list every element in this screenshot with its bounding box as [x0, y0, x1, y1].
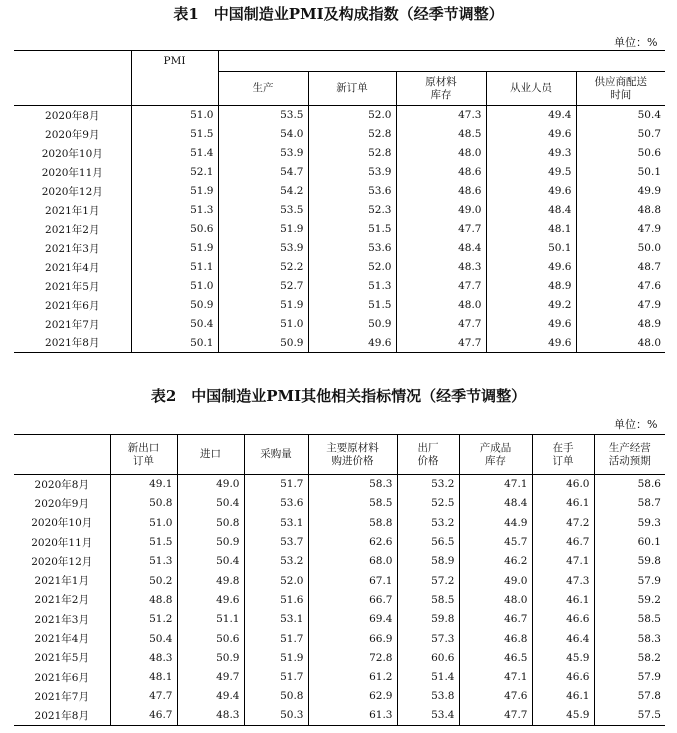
table2-month-cell: 2020年10月	[31, 517, 93, 530]
table1-value-cell: 47.9	[576, 296, 665, 315]
table1-value-cell: 52.2	[218, 258, 308, 277]
table2-value-cell: 66.9	[308, 629, 397, 648]
table2-row	[14, 532, 665, 551]
table1-header-5: 供应商配送 时间	[576, 72, 665, 106]
table2-value-cell: 49.0	[459, 571, 532, 590]
table1-month-cell: 2020年9月	[45, 128, 100, 141]
table2-value-cell: 59.2	[594, 590, 665, 609]
table2-corner-cell	[14, 435, 110, 475]
table2-value-cell: 48.0	[459, 590, 532, 609]
table1-value-cell: 47.6	[576, 277, 665, 296]
table1-value-cell: 49.9	[576, 182, 665, 201]
table2-value-cell: 49.8	[177, 571, 244, 590]
table2-value-cell: 62.9	[308, 687, 397, 706]
table2-value-cell: 51.4	[397, 667, 459, 686]
table2-value-cell: 61.2	[308, 667, 397, 686]
table1-value-cell: 47.7	[396, 220, 486, 239]
table1-value-cell: 47.7	[396, 334, 486, 353]
table2-value-cell: 46.1	[532, 494, 594, 513]
table2-month-cell: 2020年9月	[34, 497, 89, 510]
table1-value-cell: 51.0	[218, 315, 308, 334]
table2-value-cell: 51.6	[244, 590, 308, 609]
table2-month-cell: 2021年8月	[34, 709, 89, 722]
table2-value-cell: 50.4	[177, 494, 244, 513]
table2-value-cell: 46.6	[532, 610, 594, 629]
table1-month-cell: 2021年3月	[45, 242, 100, 255]
table1-header-4: 从业人员	[486, 72, 576, 106]
table2-month-cell: 2021年5月	[34, 652, 89, 665]
table2-value-cell: 46.0	[532, 475, 594, 494]
table1-value-cell: 49.4	[486, 106, 576, 125]
table2-month-cell: 2021年7月	[34, 690, 89, 703]
table1-value-cell: 54.0	[218, 125, 308, 144]
table2-value-cell: 58.8	[308, 513, 397, 532]
table2-value-cell: 59.8	[594, 552, 665, 571]
table2-row	[14, 513, 665, 532]
table1-value-cell: 49.3	[486, 144, 576, 163]
table1-value-cell: 53.5	[218, 106, 308, 125]
table2-value-cell: 50.4	[110, 629, 177, 648]
table2-value-cell: 45.9	[532, 648, 594, 667]
table2-value-cell: 47.1	[459, 475, 532, 494]
table2-value-cell: 58.2	[594, 648, 665, 667]
table2-value-cell: 47.6	[459, 687, 532, 706]
table2-value-cell: 60.6	[397, 648, 459, 667]
table2-value-cell: 51.7	[244, 475, 308, 494]
table1-value-cell: 51.9	[131, 182, 218, 201]
table2-month-cell: 2021年4月	[34, 633, 89, 646]
table1-value-cell: 48.7	[576, 258, 665, 277]
table1-value-cell: 50.6	[576, 144, 665, 163]
table1-value-cell: 50.4	[576, 106, 665, 125]
table1-month-cell: 2021年8月	[45, 337, 100, 350]
table1-row	[14, 163, 665, 182]
table1-value-cell: 52.0	[308, 106, 396, 125]
table1-header-1: 生产	[218, 72, 308, 106]
table2-header-3: 采购量	[244, 435, 308, 475]
table2-value-cell: 50.8	[244, 687, 308, 706]
table2-value-cell: 58.7	[594, 494, 665, 513]
table1-value-cell: 50.9	[308, 315, 396, 334]
table1-header-pmi: PMI	[131, 51, 218, 106]
table1-value-cell: 53.5	[218, 201, 308, 220]
table2-value-cell: 58.5	[594, 610, 665, 629]
table1-header-group	[218, 51, 665, 72]
table2-value-cell: 51.2	[110, 610, 177, 629]
table1-value-cell: 51.5	[131, 125, 218, 144]
table2-value-cell: 47.1	[459, 667, 532, 686]
table1-value-cell: 52.7	[218, 277, 308, 296]
table1-month-cell: 2020年12月	[41, 185, 103, 198]
table2-value-cell: 57.5	[594, 706, 665, 725]
table1-value-cell: 48.8	[576, 201, 665, 220]
table1-value-cell: 50.1	[131, 334, 218, 353]
table2-value-cell: 49.6	[177, 590, 244, 609]
table2-value-cell: 57.9	[594, 667, 665, 686]
table2-value-cell: 46.2	[459, 552, 532, 571]
table2-value-cell: 50.9	[177, 648, 244, 667]
table2-value-cell: 52.5	[397, 494, 459, 513]
table1-value-cell: 53.6	[308, 182, 396, 201]
table1-value-cell: 51.9	[218, 220, 308, 239]
table2-value-cell: 46.1	[532, 687, 594, 706]
table2-value-cell: 50.6	[177, 629, 244, 648]
table2-value-cell: 51.3	[110, 552, 177, 571]
table2-month-cell: 2021年3月	[34, 613, 89, 626]
table1-month-cell: 2020年11月	[41, 166, 103, 179]
table2-value-cell: 50.9	[177, 532, 244, 551]
table1-value-cell: 49.6	[486, 258, 576, 277]
table2-value-cell: 53.4	[397, 706, 459, 725]
table1-value-cell: 53.9	[218, 239, 308, 258]
table1-value-cell: 51.1	[131, 258, 218, 277]
table1-value-cell: 48.6	[396, 163, 486, 182]
table1-value-cell: 53.6	[308, 239, 396, 258]
table2-value-cell: 62.6	[308, 532, 397, 551]
table2-value-cell: 50.8	[177, 513, 244, 532]
table1-value-cell: 48.5	[396, 125, 486, 144]
table1-row	[14, 334, 665, 353]
table1-corner-cell	[14, 51, 131, 106]
table1-value-cell: 53.9	[308, 163, 396, 182]
table2-value-cell: 46.7	[110, 706, 177, 725]
table1-month-cell: 2021年7月	[45, 318, 100, 331]
table2-value-cell: 59.8	[397, 610, 459, 629]
table2-value-cell: 49.4	[177, 687, 244, 706]
table2-value-cell: 61.3	[308, 706, 397, 725]
table1-value-cell: 50.9	[218, 334, 308, 353]
table2-value-cell: 53.2	[397, 475, 459, 494]
table1-value-cell: 51.9	[218, 296, 308, 315]
table2-value-cell: 53.8	[397, 687, 459, 706]
table1-value-cell: 48.4	[486, 201, 576, 220]
table1-value-cell: 48.3	[396, 258, 486, 277]
table2-row	[14, 687, 665, 706]
table2-value-cell: 49.1	[110, 475, 177, 494]
table1-value-cell: 54.7	[218, 163, 308, 182]
table2-value-cell: 51.0	[110, 513, 177, 532]
table2-value-cell: 48.4	[459, 494, 532, 513]
table2-value-cell: 46.6	[532, 667, 594, 686]
table1-header-3: 原材料 库存	[396, 72, 486, 106]
table1-value-cell: 48.0	[576, 334, 665, 353]
table2-value-cell: 51.7	[244, 629, 308, 648]
table2-value-cell: 51.9	[244, 648, 308, 667]
table2-value-cell: 50.4	[177, 552, 244, 571]
table2-header-8: 生产经营 活动预期	[594, 435, 665, 475]
table2-value-cell: 58.6	[594, 475, 665, 494]
table2-value-cell: 57.2	[397, 571, 459, 590]
table2-value-cell: 47.3	[532, 571, 594, 590]
table2-value-cell: 72.8	[308, 648, 397, 667]
table1-value-cell: 48.9	[486, 277, 576, 296]
table2-row	[14, 475, 665, 494]
table2-value-cell: 53.6	[244, 494, 308, 513]
table2-value-cell: 50.2	[110, 571, 177, 590]
table1-row	[14, 125, 665, 144]
table1-value-cell: 54.2	[218, 182, 308, 201]
table1-value-cell: 50.1	[486, 239, 576, 258]
table2-value-cell: 45.7	[459, 532, 532, 551]
table1-value-cell: 48.1	[486, 220, 576, 239]
table1-value-cell: 49.2	[486, 296, 576, 315]
table1-row	[14, 315, 665, 334]
table1-value-cell: 51.0	[131, 106, 218, 125]
table1-value-cell: 49.6	[486, 334, 576, 353]
table2-month-cell: 2020年12月	[31, 555, 93, 568]
table2	[14, 434, 665, 726]
table2-value-cell: 57.9	[594, 571, 665, 590]
table2-value-cell: 51.1	[177, 610, 244, 629]
table2-value-cell: 58.5	[308, 494, 397, 513]
table2-value-cell: 48.3	[110, 648, 177, 667]
table1-row	[14, 258, 665, 277]
table1-row	[14, 277, 665, 296]
table1-value-cell: 51.5	[308, 220, 396, 239]
table2-value-cell: 46.7	[459, 610, 532, 629]
table2-row	[14, 610, 665, 629]
table1-value-cell: 49.6	[486, 182, 576, 201]
table1	[14, 50, 665, 353]
table2-value-cell: 52.0	[244, 571, 308, 590]
table1-value-cell: 51.3	[131, 201, 218, 220]
table2-value-cell: 57.3	[397, 629, 459, 648]
table1-value-cell: 49.0	[396, 201, 486, 220]
table2-value-cell: 69.4	[308, 610, 397, 629]
table1-value-cell: 49.6	[308, 334, 396, 353]
table2-value-cell: 48.3	[177, 706, 244, 725]
table2-value-cell: 47.7	[110, 687, 177, 706]
table2-month-cell: 2021年2月	[34, 594, 89, 607]
table1-value-cell: 50.9	[131, 296, 218, 315]
table2-unit: 单位：%	[614, 418, 658, 431]
table1-month-cell: 2021年2月	[45, 223, 100, 236]
table2-value-cell: 44.9	[459, 513, 532, 532]
table1-month-cell: 2021年6月	[45, 299, 100, 312]
table2-header-1: 新出口 订单	[110, 435, 177, 475]
table2-value-cell: 58.9	[397, 552, 459, 571]
table1-title: 表1 中国制造业PMI及构成指数（经季节调整）	[173, 5, 504, 23]
table2-value-cell: 53.7	[244, 532, 308, 551]
table2-value-cell: 53.1	[244, 513, 308, 532]
table1-value-cell: 49.6	[486, 125, 576, 144]
table1-value-cell: 49.6	[486, 315, 576, 334]
table1-value-cell: 47.7	[396, 315, 486, 334]
table1-value-cell: 47.3	[396, 106, 486, 125]
table2-value-cell: 46.7	[532, 532, 594, 551]
table2-value-cell: 46.5	[459, 648, 532, 667]
table2-value-cell: 53.2	[397, 513, 459, 532]
table2-month-cell: 2020年11月	[31, 536, 93, 549]
table2-row	[14, 571, 665, 590]
table2-value-cell: 58.3	[308, 475, 397, 494]
table2-value-cell: 45.9	[532, 706, 594, 725]
table1-value-cell: 51.5	[308, 296, 396, 315]
table1-value-cell: 48.0	[396, 144, 486, 163]
table2-value-cell: 68.0	[308, 552, 397, 571]
table1-value-cell: 48.6	[396, 182, 486, 201]
table2-value-cell: 59.3	[594, 513, 665, 532]
table2-header-7: 在手 订单	[532, 435, 594, 475]
table2-value-cell: 46.1	[532, 590, 594, 609]
table2-title: 表2 中国制造业PMI其他相关指标情况（经季节调整）	[150, 387, 527, 405]
table1-value-cell: 50.6	[131, 220, 218, 239]
table2-header-5: 出厂 价格	[397, 435, 459, 475]
table1-row	[14, 201, 665, 220]
table2-value-cell: 48.8	[110, 590, 177, 609]
table2-value-cell: 49.7	[177, 667, 244, 686]
table1-value-cell: 51.9	[131, 239, 218, 258]
table2-header-6: 产成品 库存	[459, 435, 532, 475]
table1-month-cell: 2021年1月	[45, 204, 100, 217]
table1-month-cell: 2020年10月	[41, 147, 103, 160]
table2-value-cell: 57.8	[594, 687, 665, 706]
table2-value-cell: 49.0	[177, 475, 244, 494]
table2-value-cell: 48.1	[110, 667, 177, 686]
table2-value-cell: 50.8	[110, 494, 177, 513]
table2-value-cell: 51.5	[110, 532, 177, 551]
table2-value-cell: 60.1	[594, 532, 665, 551]
table1-value-cell: 53.9	[218, 144, 308, 163]
table2-value-cell: 56.5	[397, 532, 459, 551]
table1-value-cell: 49.5	[486, 163, 576, 182]
table1-value-cell: 51.3	[308, 277, 396, 296]
table1-row	[14, 220, 665, 239]
table1-row	[14, 144, 665, 163]
table2-value-cell: 58.5	[397, 590, 459, 609]
table2-header-4: 主要原材料 购进价格	[308, 435, 397, 475]
table2-value-cell: 67.1	[308, 571, 397, 590]
table2-row	[14, 667, 665, 686]
table1-month-cell: 2021年4月	[45, 261, 100, 274]
table1-value-cell: 50.4	[131, 315, 218, 334]
table1-row	[14, 182, 665, 201]
table2-header-2: 进口	[177, 435, 244, 475]
table2-month-cell: 2021年1月	[34, 575, 89, 588]
table1-month-cell: 2021年5月	[45, 280, 100, 293]
table2-row	[14, 590, 665, 609]
table2-value-cell: 50.3	[244, 706, 308, 725]
table2-row	[14, 494, 665, 513]
table1-value-cell: 48.4	[396, 239, 486, 258]
table1-value-cell: 51.0	[131, 277, 218, 296]
table1-value-cell: 52.0	[308, 258, 396, 277]
table2-value-cell: 51.7	[244, 667, 308, 686]
table2-value-cell: 46.8	[459, 629, 532, 648]
table2-value-cell: 53.2	[244, 552, 308, 571]
table2-value-cell: 66.7	[308, 590, 397, 609]
table1-month-cell: 2020年8月	[45, 109, 100, 122]
table1-value-cell: 50.7	[576, 125, 665, 144]
table1-value-cell: 52.1	[131, 163, 218, 182]
table2-row	[14, 706, 665, 725]
table2-value-cell: 46.4	[532, 629, 594, 648]
table2-month-cell: 2021年6月	[34, 671, 89, 684]
table2-value-cell: 58.3	[594, 629, 665, 648]
table1-unit: 单位：%	[614, 36, 658, 49]
table2-value-cell: 47.7	[459, 706, 532, 725]
table1-value-cell: 50.0	[576, 239, 665, 258]
table2-row	[14, 552, 665, 571]
table1-row	[14, 296, 665, 315]
table2-row	[14, 648, 665, 667]
table1-value-cell: 52.8	[308, 125, 396, 144]
table1-value-cell: 47.9	[576, 220, 665, 239]
table1-value-cell: 47.7	[396, 277, 486, 296]
table2-value-cell: 47.2	[532, 513, 594, 532]
table1-value-cell: 52.8	[308, 144, 396, 163]
table1-value-cell: 51.4	[131, 144, 218, 163]
table2-month-cell: 2020年8月	[34, 478, 89, 491]
table1-row	[14, 106, 665, 125]
table1-row	[14, 239, 665, 258]
table2-row	[14, 629, 665, 648]
table2-value-cell: 53.1	[244, 610, 308, 629]
table1-value-cell: 48.0	[396, 296, 486, 315]
table1-value-cell: 50.1	[576, 163, 665, 182]
table1-value-cell: 52.3	[308, 201, 396, 220]
table1-header-2: 新订单	[308, 72, 396, 106]
table2-value-cell: 47.1	[532, 552, 594, 571]
table1-value-cell: 48.9	[576, 315, 665, 334]
